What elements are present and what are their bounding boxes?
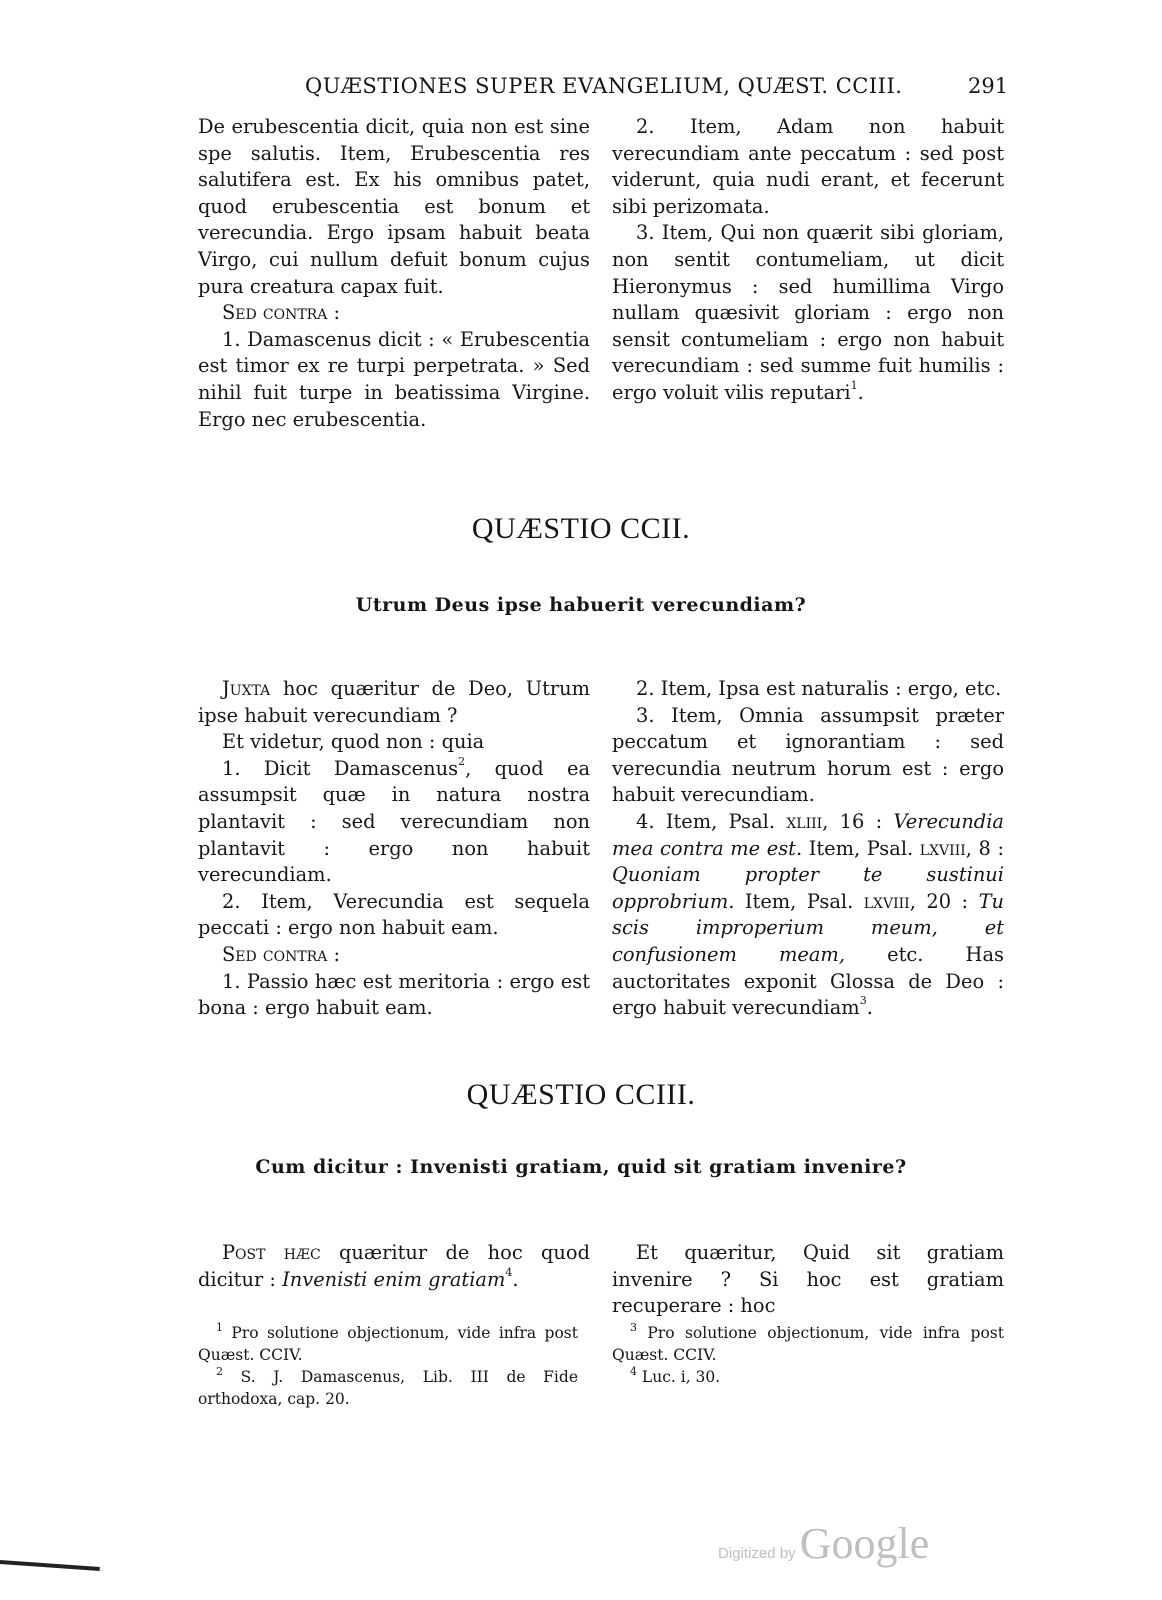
footnote-ref: 2 bbox=[458, 754, 466, 768]
paragraph bbox=[198, 756, 590, 889]
q202-left-column bbox=[198, 676, 590, 1022]
footnote-ref: 1 bbox=[850, 378, 858, 392]
paragraph bbox=[198, 1240, 590, 1293]
text: , 20 : bbox=[909, 889, 979, 913]
paragraph: 2. Item, Adam non habuit verecundiam ante peccatum : sed post viderunt, quia nudi erant, et fecerunt sibi perizomata. bbox=[612, 115, 1004, 218]
question-subtitle: Cum dicitur : Invenisti gratiam, quid sit gratiam invenire? bbox=[255, 1156, 907, 1178]
text: 4. Item, Psal. bbox=[636, 809, 787, 833]
paragraph-text: quæritur de hoc quod dicitur : bbox=[198, 1241, 590, 1291]
watermark-prefix: Digitized by bbox=[718, 1545, 800, 1562]
footnote-mark: 4 bbox=[630, 1365, 637, 1378]
footnote-mark: 1 bbox=[216, 1321, 223, 1334]
paragraph bbox=[198, 676, 590, 729]
paragraph: Et videtur, quod non : quia bbox=[222, 730, 485, 754]
psalm-number: lxviii bbox=[919, 836, 966, 860]
footnote-text: Pro solutione objectionum, vide infra post Quæst. CCIV. bbox=[198, 1324, 578, 1364]
punctuation: . bbox=[512, 1267, 519, 1291]
footnotes-left bbox=[198, 1322, 578, 1410]
text: Item, Psal. bbox=[802, 836, 920, 860]
paragraph: 1. Damascenus dicit : « Erubescentia est timor ex re turpi perpetrata. » Sed nihil fuit turpe in beatissima Virgine. Ergo nec erubescentia. bbox=[198, 327, 590, 431]
quotation: Invenisti enim gratiam bbox=[282, 1267, 506, 1291]
question-title: QUÆSTIO CCIII. bbox=[466, 1078, 696, 1111]
question-subtitle: Utrum Deus ipse habuerit verecundiam? bbox=[355, 594, 807, 616]
paragraph: 3. Item, Omnia assumpsit præter peccatum et ignorantiam : sed verecundia neutrum horum est : ergo habuit verecundiam. bbox=[612, 703, 1004, 807]
initial-word: Post hæc bbox=[222, 1241, 321, 1264]
footnote-ref: 4 bbox=[505, 1265, 513, 1279]
google-logo: Google bbox=[799, 1519, 930, 1568]
paragraph: 1. Passio hæc est meritoria : ergo est bona : ergo habuit eam. bbox=[198, 969, 590, 1020]
q203-left-column bbox=[198, 1240, 590, 1293]
sed-contra-heading: Sed contra : bbox=[222, 301, 341, 325]
paragraph: Et quæritur, Quid sit gratiam invenire ? Si hoc est gratiam recuperare : hoc bbox=[612, 1241, 1004, 1318]
scan-edge-mark bbox=[0, 1560, 100, 1571]
footnote-mark: 3 bbox=[630, 1321, 637, 1334]
paragraph-text: hoc quæritur de Deo, Utrum ipse habuit verecundiam ? bbox=[198, 677, 590, 727]
footnote-text: Pro solutione objectionum, vide infra post Quæst. CCIV. bbox=[612, 1324, 1004, 1364]
footnote bbox=[198, 1366, 578, 1410]
paragraph: 2. Item, Verecundia est sequela peccati : ergo non habuit eam. bbox=[198, 889, 590, 940]
psalm-number: xliii bbox=[786, 809, 823, 833]
text: etc. Has auctoritates exponit Glossa de Deo : ergo habuit verecundiam bbox=[612, 942, 1004, 1020]
page-number: 291 bbox=[968, 74, 1009, 98]
paragraph: De erubescentia dicit, quia non est sine spe salutis. Item, Erubescentia res salutifera est. Ex his omnibus patet, quod erubescentia est bonum et verecundia. Ergo ipsam habuit beata Virgo, cui nullum defuit bonum cujus pura creatura capax fuit. bbox=[198, 115, 590, 298]
paragraph-text: 1. Dicit Damascenus bbox=[222, 756, 459, 780]
text: , 16 : bbox=[822, 809, 894, 833]
footnote-ref: 3 bbox=[859, 994, 867, 1008]
footnote-text: S. J. Damascenus, Lib. III de Fide orthodoxa, cap. 20. bbox=[198, 1368, 578, 1408]
q203-right-column bbox=[612, 1240, 1004, 1320]
punctuation: . bbox=[857, 380, 864, 404]
question-title: QUÆSTIO CCII. bbox=[471, 512, 691, 545]
quotation: Verecundia mea contra me est. bbox=[612, 809, 1004, 860]
footnote-mark: 2 bbox=[216, 1365, 223, 1378]
footnote bbox=[612, 1366, 1004, 1388]
top-right-column bbox=[612, 114, 1004, 407]
footnotes-right bbox=[612, 1322, 1004, 1388]
paragraph bbox=[612, 220, 1004, 406]
text: , 8 : bbox=[965, 836, 1004, 860]
paragraph-text: , quod ea assumpsit quæ in natura nostra plantavit : sed verecundiam non plantavit : ergo non habuit verecundiam. bbox=[198, 756, 590, 887]
q202-right-column bbox=[612, 676, 1004, 1022]
footnote bbox=[612, 1322, 1004, 1366]
paragraph-text: 3. Item, Qui non quærit sibi gloriam, non sentit contumeliam, ut dicit Hieronymus : sed humillima Virgo nullam quæsivit gloriam : ergo non sensit contumeliam : ergo non habuit verecundiam : sed summe fuit humilis : ergo voluit vilis reputari bbox=[612, 221, 1004, 404]
quotation: Tu scis improperium meum, et confusionem meam, bbox=[612, 889, 1004, 966]
punctuation: . bbox=[866, 996, 873, 1020]
footnote-text: Luc. i, 30. bbox=[637, 1368, 721, 1386]
google-watermark bbox=[718, 1518, 948, 1578]
running-title: QUÆSTIONES SUPER EVANGELIUM, QUÆST. CCIII. bbox=[305, 74, 903, 98]
psalm-number: lxviii bbox=[863, 889, 910, 913]
footnote bbox=[198, 1322, 578, 1366]
quotation: Quoniam propter te sustinui opprobrium. bbox=[612, 863, 1004, 913]
text: Item, Psal. bbox=[734, 889, 864, 913]
top-left-column bbox=[198, 114, 590, 433]
paragraph: 2. Item, Ipsa est naturalis : ergo, etc. bbox=[636, 677, 1002, 700]
paragraph bbox=[612, 809, 1004, 1022]
initial-word: Juxta bbox=[222, 677, 271, 700]
sed-contra-heading: Sed contra : bbox=[222, 942, 341, 966]
